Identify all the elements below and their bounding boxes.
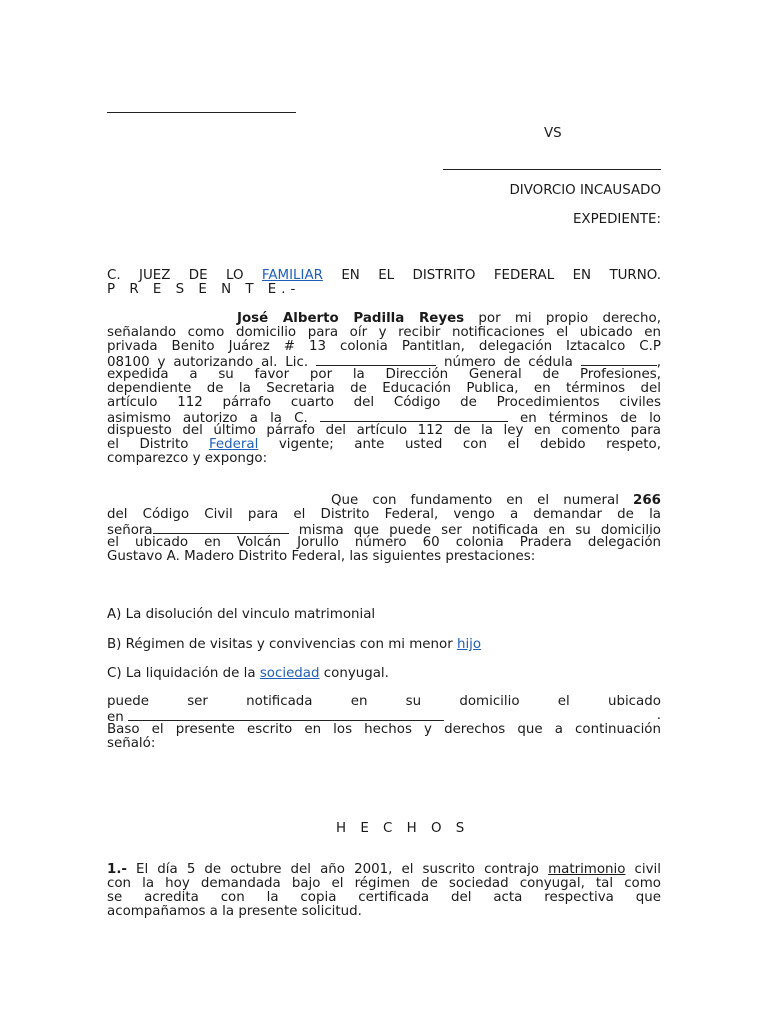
hecho-1-number: 1.-	[107, 862, 127, 877]
presente-heading: P R E S E N T E.-	[107, 282, 301, 297]
intro-line-10: el Distrito Federal vigente; ante usted con el debido respeto,	[107, 437, 661, 452]
intro-line-3: privada Benito Juárez # 13 colonia Pantitlan, delegación Iztacalco C.P	[107, 339, 661, 354]
demand-line-4: el ubicado en Volcán Jorullo número 60 colonia Pradera delegación	[107, 535, 661, 550]
plaintiff-name: José Alberto Padilla Reyes	[237, 311, 465, 326]
matrimonio-link[interactable]: matrimonio	[548, 862, 626, 877]
demand-line-1: Que con fundamento en el numeral 266	[331, 493, 661, 508]
intro-line-7: artículo 112 párrafo cuarto del Código de Procedimientos civiles	[107, 395, 661, 410]
sociedad-link[interactable]: sociedad	[259, 666, 320, 681]
authorized-person-blank	[320, 410, 508, 422]
prestacion-a: A) La disolución del vinculo matrimonial	[107, 607, 376, 622]
defendant-signature-line	[443, 169, 661, 170]
prestacion-b: B) Régimen de visitas y convivencias con mi menor hijo	[107, 637, 482, 652]
notify-line-3: Baso el presente escrito en los hechos y derechos que a continuación	[107, 722, 661, 737]
hechos-heading: H E C H O S	[336, 821, 470, 836]
judge-address-line: C. JUEZ DE LO FAMILIAR EN EL DISTRITO FEDERAL EN TURNO.	[107, 268, 662, 283]
intro-line-5: expedida a su favor por la Dirección General de Profesiones,	[107, 367, 661, 382]
demand-line-3: señora misma que puede ser notificada en su domicilio	[107, 523, 661, 538]
hecho-1-line-3: se acredita con la copia certificada del acta respectiva que	[107, 890, 661, 905]
notify-line-2: en .	[107, 708, 661, 725]
address-blank	[128, 709, 444, 721]
intro-line-2: señalando como domicilio para oír y recibir notificaciones el ubicado en	[107, 325, 661, 340]
demand-line-2: del Código Civil para el Distrito Federal, vengo a demandar de la	[107, 507, 661, 522]
intro-line-6: dependiente de la Secretaria de Educación Publica, en términos del	[107, 381, 661, 396]
hecho-1-line-1: 1.- El día 5 de octubre del año 2001, el suscrito contrajo matrimonio civil	[107, 862, 661, 877]
case-type: DIVORCIO INCAUSADO	[509, 183, 661, 198]
lawyer-name-blank	[316, 354, 436, 366]
intro-line-1: José Alberto Padilla Reyes por mi propio derecho,	[237, 311, 661, 326]
intro-line-9: dispuesto del último párrafo del artículo 112 de la ley en comento para	[107, 423, 661, 438]
hecho-1-line-2: con la hoy demandada bajo el régimen de sociedad conyugal, tal como	[107, 876, 661, 891]
hijo-link[interactable]: hijo	[456, 637, 482, 652]
cedula-blank	[581, 354, 657, 366]
familiar-link[interactable]: FAMILIAR	[261, 268, 323, 283]
intro-line-8: asimismo autorizo a la C. en términos de lo	[107, 411, 661, 426]
notify-line-1: puede ser notificada en su domicilio el ubicado	[107, 694, 661, 709]
demand-line-5: Gustavo A. Madero Distrito Federal, las siguientes prestaciones:	[107, 549, 536, 564]
intro-line-4: 08100 y autorizando al. Lic. número de cédula ,	[107, 355, 662, 370]
prestacion-c: C) La liquidación de la sociedad conyugal.	[107, 666, 389, 681]
hecho-1-line-4: acompañamos a la presente solicitud.	[107, 904, 362, 919]
notify-line-4: señaló:	[107, 736, 156, 751]
federal-link[interactable]: Federal	[208, 437, 259, 452]
expediente-label: EXPEDIENTE:	[572, 212, 661, 227]
article-number: 266	[633, 493, 661, 508]
intro-line-11: comparezco y expongo:	[107, 451, 268, 466]
vs-label: VS	[544, 126, 562, 141]
plaintiff-signature-line	[107, 112, 296, 113]
defendant-name-blank	[153, 522, 289, 534]
